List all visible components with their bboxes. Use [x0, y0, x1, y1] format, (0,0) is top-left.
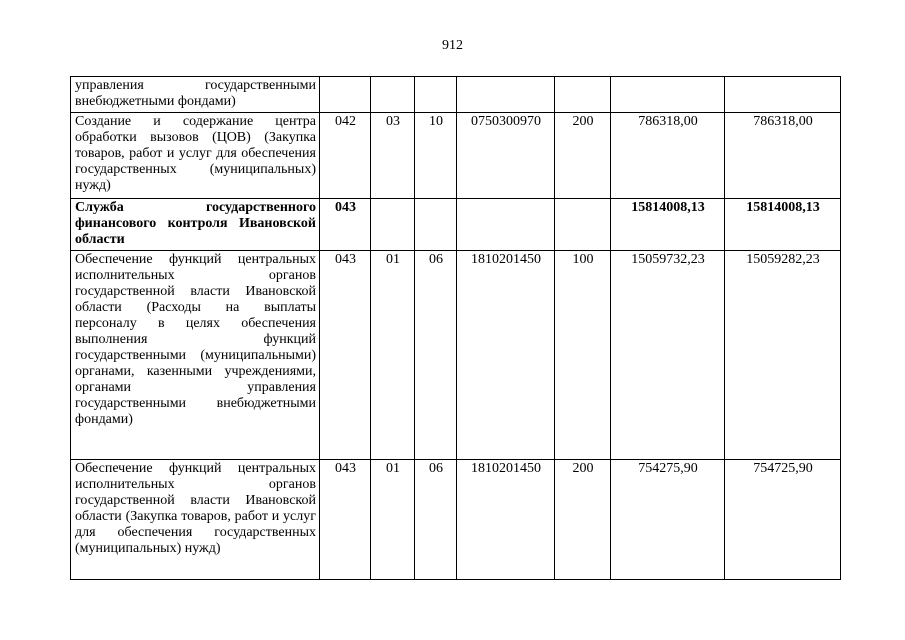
section-cell: [371, 77, 415, 113]
admin-code-cell: 043: [320, 251, 371, 460]
table-row: [71, 77, 841, 113]
section-cell: [371, 199, 415, 251]
admin-code-cell: 043: [320, 460, 371, 580]
expense-type-cell: [555, 199, 611, 251]
row-name-cell: Служба государственного финансового контроля Ивановской области: [71, 199, 320, 251]
row-name-cell: Обеспечение функций центральных исполнительных органов государственной власти Ивановской области (Закупка товаров, работ и услуг для обеспечения государственных (муниципальных) нужд): [71, 460, 320, 580]
amount-year1-cell: 15059732,23: [611, 251, 725, 460]
section-cell: 01: [371, 460, 415, 580]
amount-year2-cell: 15059282,23: [725, 251, 841, 460]
subsection-cell: 06: [415, 460, 457, 580]
table-row: [71, 251, 841, 460]
subsection-cell: [415, 77, 457, 113]
table-row: [71, 113, 841, 199]
row-name-cell: управления государственными внебюджетными фондами): [71, 77, 320, 113]
subsection-cell: 06: [415, 251, 457, 460]
budget-table: [70, 76, 841, 580]
subsection-cell: 10: [415, 113, 457, 199]
target-article-cell: [457, 77, 555, 113]
amount-year1-cell: 754275,90: [611, 460, 725, 580]
expense-type-cell: 100: [555, 251, 611, 460]
admin-code-cell: [320, 77, 371, 113]
section-cell: 01: [371, 251, 415, 460]
page-number: 912: [442, 38, 463, 53]
target-article-cell: 0750300970: [457, 113, 555, 199]
target-article-cell: 1810201450: [457, 460, 555, 580]
amount-year2-cell: 754725,90: [725, 460, 841, 580]
budget-table-body: [71, 77, 841, 580]
amount-year2-cell: [725, 77, 841, 113]
amount-year1-cell: [611, 77, 725, 113]
expense-type-cell: 200: [555, 113, 611, 199]
expense-type-cell: 200: [555, 460, 611, 580]
admin-code-cell: 042: [320, 113, 371, 199]
row-name-cell: Создание и содержание центра обработки вызовов (ЦОВ) (Закупка товаров, работ и услуг для обеспечения государственных (муниципальных) нужд): [71, 113, 320, 199]
subsection-cell: [415, 199, 457, 251]
table-row: [71, 460, 841, 580]
expense-type-cell: [555, 77, 611, 113]
amount-year2-cell: 15814008,13: [725, 199, 841, 251]
amount-year1-cell: 15814008,13: [611, 199, 725, 251]
table-row: [71, 199, 841, 251]
admin-code-cell: 043: [320, 199, 371, 251]
target-article-cell: [457, 199, 555, 251]
target-article-cell: 1810201450: [457, 251, 555, 460]
amount-year1-cell: 786318,00: [611, 113, 725, 199]
section-cell: 03: [371, 113, 415, 199]
row-name-cell: Обеспечение функций центральных исполнительных органов государственной власти Ивановской области (Расходы на выплаты персоналу в целях обеспечения выполнения функций государственными (муниципальными) органами, казенными учреждениями, органами управления государственными внебюджетными фондами): [71, 251, 320, 460]
amount-year2-cell: 786318,00: [725, 113, 841, 199]
